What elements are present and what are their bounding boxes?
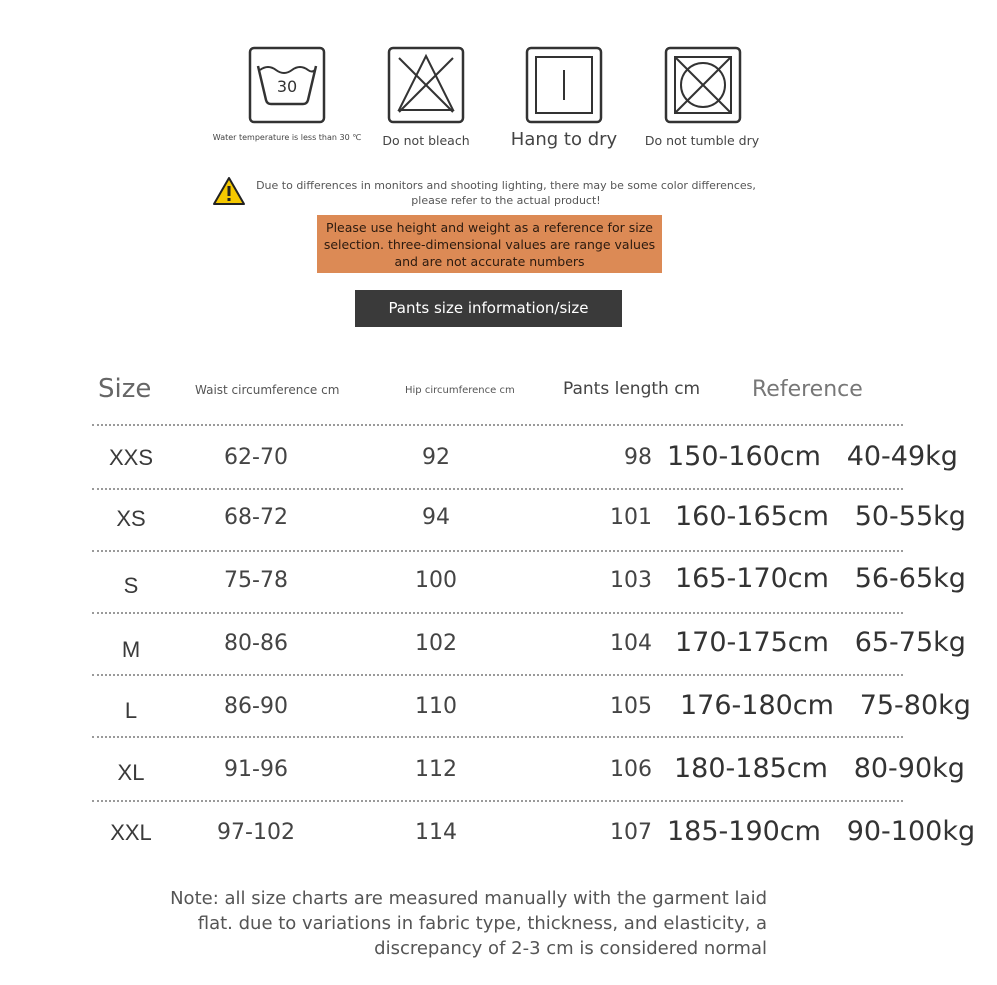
- do-not-bleach-label: Do not bleach: [382, 133, 470, 148]
- row-hip: 112: [415, 757, 457, 782]
- row-reference: 176-180cm 75-80kg: [680, 690, 971, 721]
- header-hip: Hip circumference cm: [405, 385, 515, 396]
- header-reference: Reference: [752, 377, 863, 402]
- row-length: 104: [610, 631, 652, 656]
- row-waist: 62-70: [224, 445, 288, 470]
- row-waist: 75-78: [224, 568, 288, 593]
- table-divider: [92, 612, 903, 614]
- hang-to-dry-label: Hang to dry: [510, 129, 618, 150]
- table-divider: [92, 488, 903, 490]
- color-difference-warning: Due to differences in monitors and shooting lighting, there may be some color differences, please refer to the actual product!: [256, 179, 756, 207]
- table-divider: [92, 550, 903, 552]
- size-selection-notice: Please use height and weight as a reference for size selection. three-dimensional values are range values and are not accurate numbers: [317, 215, 662, 273]
- wash-temperature: 30: [276, 77, 298, 96]
- row-hip: 110: [415, 694, 457, 719]
- table-divider: [92, 736, 903, 738]
- row-waist: 68-72: [224, 505, 288, 530]
- hang-to-dry-icon: [525, 46, 603, 124]
- row-reference: 185-190cm 90-100kg: [667, 816, 976, 847]
- row-length: 98: [624, 445, 652, 470]
- row-waist: 91-96: [224, 757, 288, 782]
- row-reference: 150-160cm 40-49kg: [667, 441, 958, 472]
- row-hip: 102: [415, 631, 457, 656]
- table-divider: [92, 800, 903, 802]
- row-length: 105: [610, 694, 652, 719]
- do-not-bleach-icon: [387, 46, 465, 124]
- row-waist: 97-102: [217, 820, 295, 845]
- header-waist: Waist circumference cm: [195, 383, 340, 397]
- row-size: L: [124, 698, 138, 723]
- row-size: XS: [116, 506, 146, 531]
- row-hip: 114: [415, 820, 457, 845]
- header-size: Size: [98, 374, 152, 404]
- row-hip: 100: [415, 568, 457, 593]
- row-size: XL: [117, 760, 145, 785]
- row-size: XXS: [108, 445, 154, 470]
- warning-triangle-icon: [212, 176, 246, 206]
- row-hip: 92: [422, 445, 450, 470]
- row-size: M: [121, 637, 141, 662]
- row-length: 103: [610, 568, 652, 593]
- wash-30-icon: [248, 46, 326, 124]
- row-reference: 165-170cm 56-65kg: [675, 563, 966, 594]
- row-size: XXL: [110, 820, 152, 845]
- row-size: S: [123, 573, 139, 598]
- row-reference: 180-185cm 80-90kg: [674, 753, 965, 784]
- do-not-tumble-dry-icon: [664, 46, 742, 124]
- row-reference: 160-165cm 50-55kg: [675, 501, 966, 532]
- row-length: 107: [610, 820, 652, 845]
- row-length: 106: [610, 757, 652, 782]
- section-title: Pants size information/size: [355, 290, 622, 327]
- row-reference: 170-175cm 65-75kg: [675, 627, 966, 658]
- table-divider: [92, 674, 903, 676]
- row-waist: 86-90: [224, 694, 288, 719]
- wash-temperature-label: Water temperature is less than 30 ℃: [212, 133, 362, 142]
- row-hip: 94: [422, 505, 450, 530]
- do-not-tumble-dry-label: Do not tumble dry: [644, 133, 760, 148]
- table-divider: [92, 424, 903, 426]
- row-waist: 80-86: [224, 631, 288, 656]
- measurement-note: Note: all size charts are measured manually with the garment laid flat. due to variations in fabric type, thickness, and elasticity, a discrepancy of 2-3 cm is considered normal: [170, 888, 767, 959]
- row-length: 101: [610, 505, 652, 530]
- header-length: Pants length cm: [563, 379, 701, 399]
